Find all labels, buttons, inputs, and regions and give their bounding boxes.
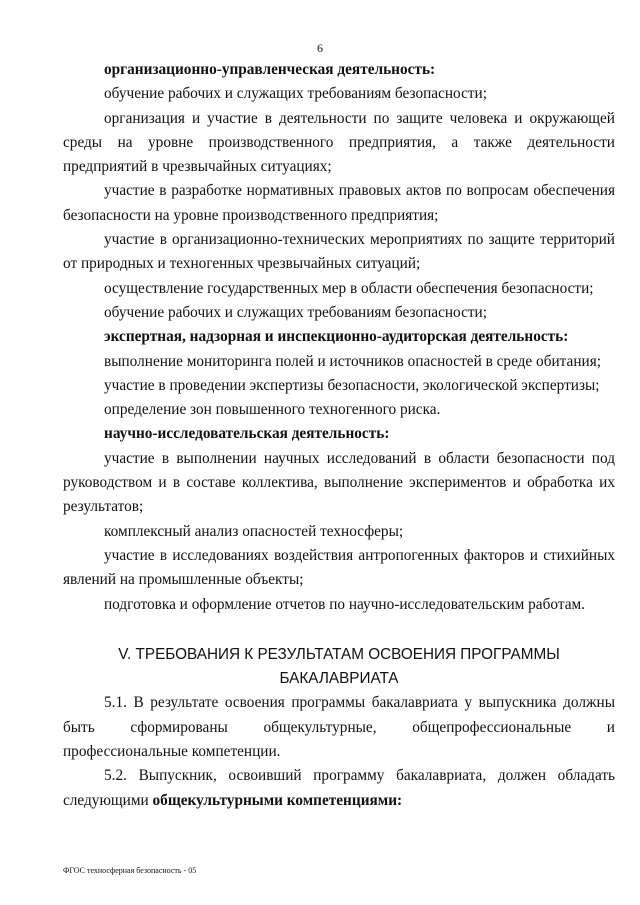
activity-heading: научно-исследовательская деятельность: bbox=[104, 425, 390, 443]
page-number: 6 bbox=[317, 41, 323, 55]
page-body bbox=[63, 58, 615, 813]
activity-item: участие в разработке нормативных правовых актов по вопросам обеспечения безопасности на уровне производственного предприятия; bbox=[63, 182, 615, 224]
activity-item: подготовка и оформление отчетов по научно-исследовательским работам. bbox=[104, 595, 585, 613]
section-heading-line1: V. ТРЕБОВАНИЯ К РЕЗУЛЬТАТАМ ОСВОЕНИЯ ПРОГРАММЫ bbox=[118, 645, 560, 663]
paragraph-5-1: 5.1. В результате освоения программы бакалавриата у выпускника должны быть сформированы общекультурные, общепрофессиональные и профессиональные компетенции. bbox=[63, 694, 615, 761]
activity-item: выполнение мониторинга полей и источников опасностей в среде обитания; bbox=[104, 352, 601, 370]
paragraph-5-2-text: 5.2. Выпускник, освоивший программу бакалавриата, должен обладать следующими bbox=[63, 767, 615, 809]
activity-item: обучение рабочих и служащих требованиям безопасности; bbox=[104, 303, 487, 321]
activity-item: осуществление государственных мер в области обеспечения безопасности; bbox=[104, 279, 594, 297]
activity-item: участие в выполнении научных исследований в области безопасности под руководством и в составе коллектива, выполнение экспериментов и обработка их результатов; bbox=[63, 449, 615, 516]
activity-item: участие в организационно-технических мероприятиях по защите территорий от природных и техногенных чрезвычайных ситуаций; bbox=[63, 231, 615, 273]
footer-note: ФГОС техносферная безопасность - 05 bbox=[63, 866, 197, 875]
activity-item: участие в исследованиях воздействия антропогенных факторов и стихийных явлений на промышленные объекты; bbox=[63, 546, 615, 589]
activity-heading: экспертная, надзорная и инспекционно-аудиторская деятельность: bbox=[104, 328, 569, 346]
paragraph-5-2 bbox=[63, 764, 615, 813]
activity-list bbox=[63, 58, 615, 617]
activity-item: комплексный анализ опасностей техносферы; bbox=[104, 522, 404, 540]
activity-item: определение зон повышенного техногенного риска. bbox=[104, 401, 441, 419]
section-heading-line2: БАКАЛАВРИАТА bbox=[279, 670, 399, 688]
activity-item: организация и участие в деятельности по защите человека и окружающей среды на уровне производственного предприятия, а также деятельности предприятий в чрезвычайных ситуациях; bbox=[63, 109, 615, 176]
activity-item: участие в проведении экспертизы безопасности, экологической экспертизы; bbox=[104, 376, 600, 394]
paragraph-5-2-bold: общекультурными компетенциями: bbox=[152, 791, 403, 809]
activity-heading: организационно-управленческая деятельность: bbox=[104, 61, 436, 78]
activity-item: обучение рабочих и служащих требованиям безопасности; bbox=[104, 85, 487, 103]
